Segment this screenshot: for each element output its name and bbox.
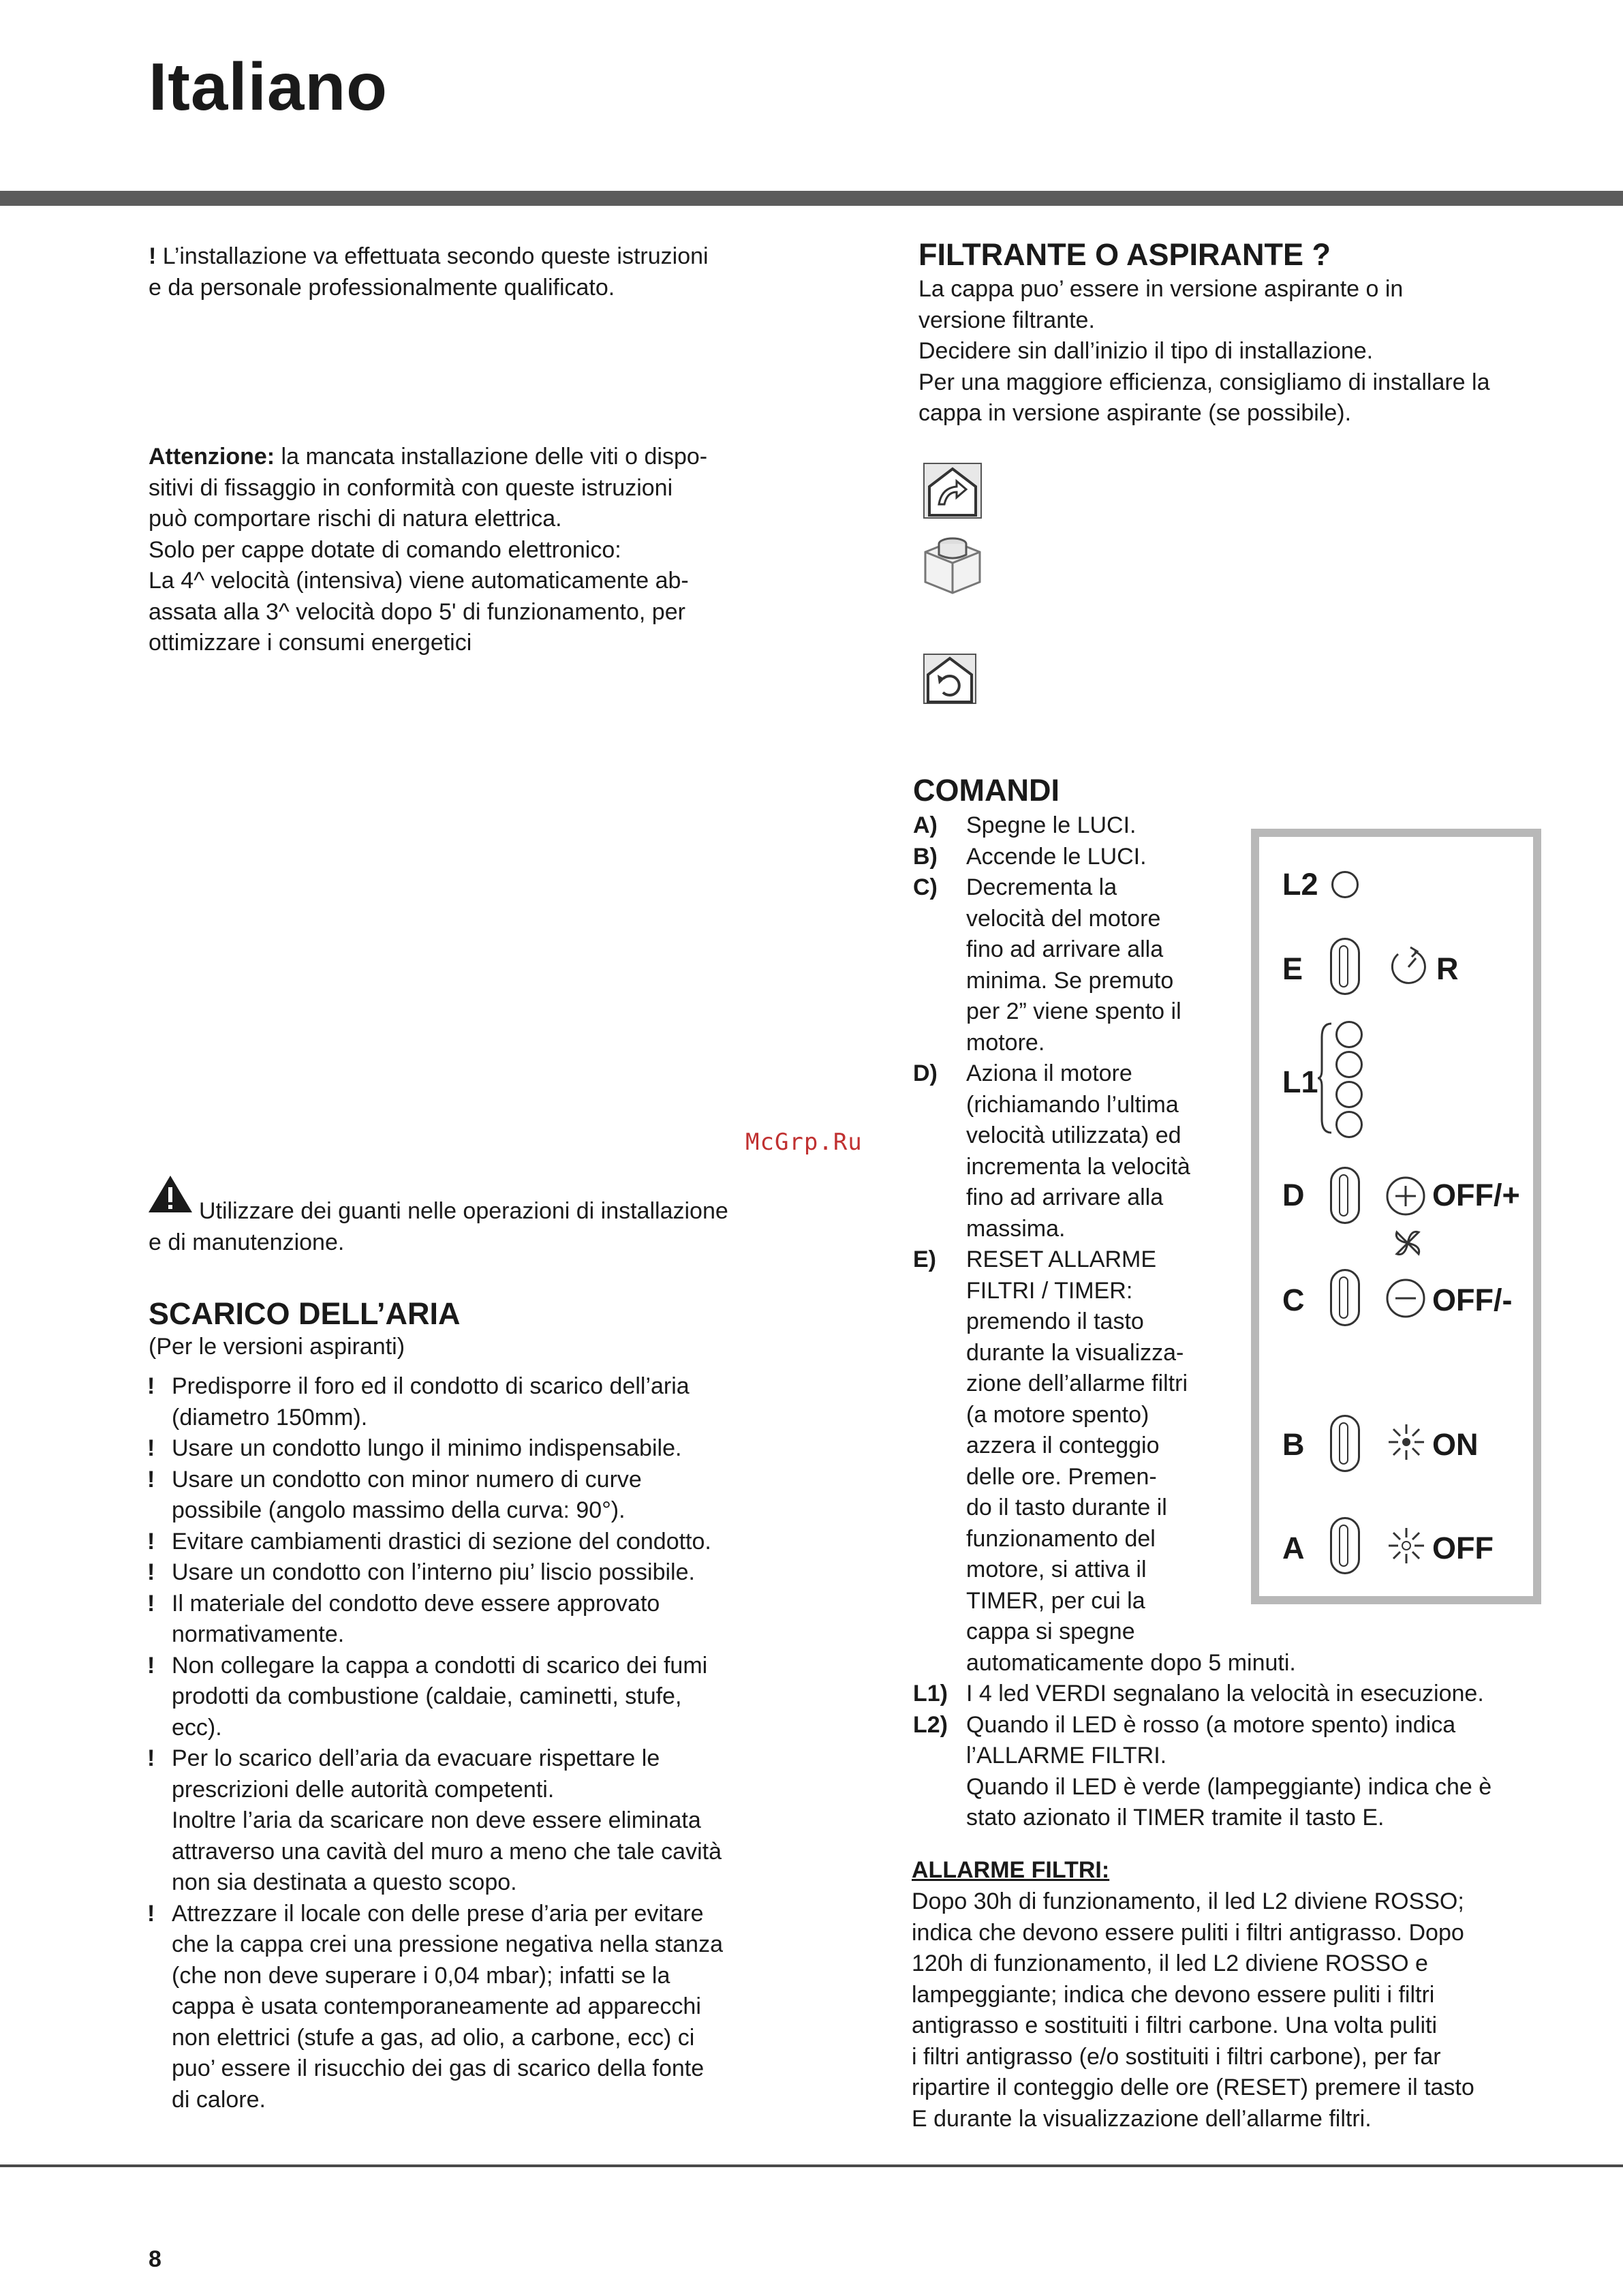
list-item: ! Il materiale del condotto deve essere approvato normativamente.: [147, 1590, 660, 1647]
list-item: ! Predisporre il foro ed il condotto di scarico dell’aria (diametro 150mm).: [147, 1373, 690, 1430]
control-item-b: B) Accende le LUCI.: [913, 843, 1147, 870]
allarme-filtri-text: Dopo 30h di funzionamento, il led L2 diviene ROSSO; indica che devono essere puliti i filtri antigrasso. Dopo 120h di funzionamento, il led L2 diviene ROSSO e lampeggiante; indica che devono essere puliti i filtri antigrasso e sostituiti i filtri carbone. Una volta puliti i filtri antigrasso (e/o sostituiti i filtri carbone), per far ripartire il conteggio delle ore (RESET) premere il tasto E durante la visualizzazione dell’allarme filtri.: [912, 1888, 1474, 2132]
list-item: ! Non collegare la cappa a condotti di scarico dei fumi prodotti da combustione (caldaie, caminetti, stufe, ecc).: [147, 1652, 708, 1741]
control-item-d: D) Aziona il motore (richiamando l’ultima velocità utilizzata) ed incrementa la velocità fino ad arrivare alla massima.: [913, 1060, 1190, 1242]
led-l1-speed1: [1335, 1021, 1363, 1048]
fan-icon: [1391, 1227, 1424, 1259]
panel-label-e: E: [1282, 951, 1303, 986]
timer-icon: [1387, 946, 1429, 988]
list-item: ! Attrezzare il locale con delle prese d’aria per evitare che la cappa crei una pressione negativa nella stanza (che non deve superare i 0,04 mbar); infatti se la cappa è usata contemporaneamente ad apparecchi non elettrici (stufe a gas, ad olio, a carbone, ecc) ci puo’ essere il risucchio dei gas di scarico della fonte di calore.: [147, 1900, 723, 2113]
filtrante-text: La cappa puo’ essere in versione aspirante o in versione filtrante. Decidere sin dall’inizio il tipo di installazione. Per una maggiore efficienza, consigliamo di installare la cappa in versione aspirante (se possibile).: [918, 276, 1490, 426]
list-item: ! Per lo scarico dell’aria da evacuare rispettare le prescrizioni delle autorità competenti. Inoltre l’aria da scaricare non deve essere eliminata attraverso una cavità del muro a meno che tale cavità non sia destinata a questo scopo.: [147, 1745, 722, 1895]
installation-note: ! L’installazione va effettuata secondo queste istruzioni e da personale professionalmente qualificato.: [149, 241, 830, 303]
scarico-subtitle: (Per le versioni aspiranti): [149, 1334, 405, 1360]
warning-icon: [147, 1174, 194, 1214]
gloves-note-line2: e di manutenzione.: [149, 1229, 345, 1255]
panel-text-on: ON: [1432, 1427, 1479, 1462]
panel-label-b: B: [1282, 1427, 1305, 1462]
attention-note: Attenzione: la mancata installazione delle viti o dispo- sitivi di fissaggio in conformità con queste istruzioni può comportare rischi di natura elettrica. Solo per cappe dotate di comando elettronico: La 4^ velocità (intensiva) viene automaticamente ab- assata alla 3^ velocità dopo 5' di funzionamento, per ottimizzare i consumi energetici: [149, 444, 708, 656]
page-number: 8: [149, 2246, 161, 2272]
exclamation-icon: !: [149, 243, 157, 269]
panel-text-off: OFF: [1432, 1531, 1494, 1565]
panel-text-off-minus: OFF/-: [1432, 1283, 1513, 1317]
light-off-icon: [1386, 1525, 1427, 1566]
button-e[interactable]: [1330, 938, 1360, 995]
led-l1-speed4: [1335, 1111, 1363, 1138]
aspirante-house-icon: [921, 461, 984, 521]
header-divider: [0, 191, 1623, 206]
control-item-c: C) Decrementa la velocità del motore fino ad arrivare alla minima. Se premuto per 2” viene spento il motore.: [913, 874, 1181, 1056]
led-l1-speed2: [1335, 1051, 1363, 1078]
light-on-icon: [1386, 1422, 1427, 1463]
panel-label-d: D: [1282, 1178, 1305, 1212]
panel-label-l2: L2: [1282, 867, 1318, 902]
button-a[interactable]: [1330, 1517, 1360, 1574]
control-item-a: A) Spegne le LUCI.: [913, 812, 1137, 838]
footer-divider: [0, 2164, 1623, 2167]
button-d[interactable]: [1330, 1167, 1360, 1224]
control-item-e: E) RESET ALLARME FILTRI / TIMER: premendo il tasto durante la visualizza- zione dell’allarme filtri (a motore spento) azzera il conteggio delle ore. Premen- do il tasto durante il funzionamento del motore, si attiva il TIMER, per cui la cappa si spegne automaticamente dopo 5 minuti.: [913, 1246, 1296, 1676]
led-l1-speed3: [1335, 1081, 1363, 1108]
list-item: ! Usare un condotto lungo il minimo indispensabile.: [147, 1435, 682, 1461]
comandi-title: COMANDI: [913, 773, 1060, 808]
panel-text-off-plus: OFF/+: [1432, 1178, 1520, 1212]
carbon-filter-icon: [921, 532, 984, 597]
list-item: ! Evitare cambiamenti drastici di sezione del condotto.: [147, 1528, 711, 1555]
plus-icon: [1385, 1175, 1427, 1217]
button-b[interactable]: [1330, 1415, 1360, 1472]
panel-label-l1: L1: [1282, 1065, 1318, 1099]
scarico-title: SCARICO DELL’ARIA: [149, 1296, 461, 1331]
minus-icon: [1385, 1277, 1427, 1319]
watermark: McGrp.Ru: [745, 1129, 863, 1156]
list-item: ! Usare un condotto con l’interno piu’ liscio possibile.: [147, 1559, 695, 1585]
filtrante-title: FILTRANTE O ASPIRANTE ?: [918, 237, 1331, 272]
led-l2: [1331, 871, 1359, 898]
scarico-bullet-list: [147, 1371, 842, 2115]
panel-label-a: A: [1282, 1531, 1305, 1565]
control-item-l2: L2) Quando il LED è rosso (a motore spento) indica l’ALLARME FILTRI. Quando il LED è verde (lampeggiante) indica che è stato azionato il TIMER tramite il tasto E.: [913, 1711, 1492, 1831]
l1-brace: [1316, 1021, 1333, 1135]
page-title: Italiano: [149, 49, 388, 124]
filtrante-house-icon: [921, 652, 978, 706]
allarme-filtri-title: ALLARME FILTRI:: [912, 1857, 1110, 1883]
panel-text-r: R: [1436, 951, 1459, 986]
control-panel-diagram: [1251, 829, 1541, 1604]
gloves-note-line1: Utilizzare dei guanti nelle operazioni di installazione: [199, 1198, 728, 1224]
control-item-l1: L1) I 4 led VERDI segnalano la velocità in esecuzione.: [913, 1681, 1484, 1706]
button-c[interactable]: [1330, 1269, 1360, 1326]
panel-label-c: C: [1282, 1283, 1305, 1317]
list-item: ! Usare un condotto con minor numero di curve possibile (angolo massimo della curva: 90°).: [147, 1466, 642, 1523]
